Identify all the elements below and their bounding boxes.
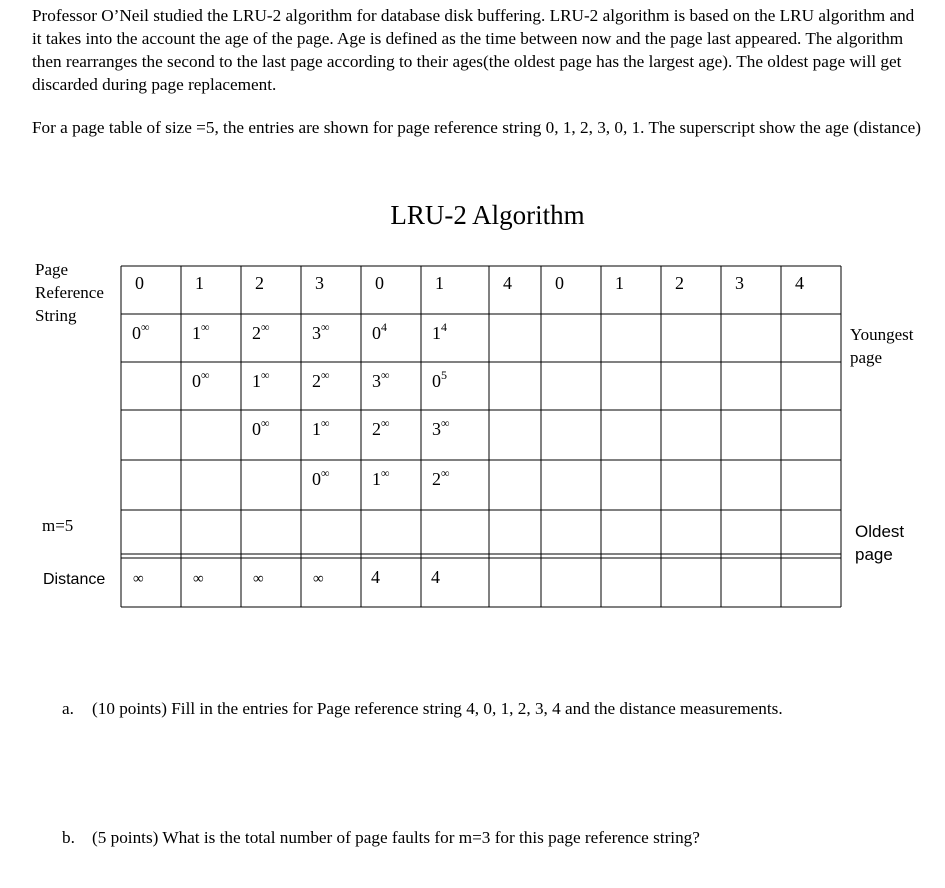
frame-page: 0 (372, 323, 381, 343)
frame-age: ∞ (321, 368, 330, 382)
frame-page: 2 (372, 419, 381, 439)
intro-paragraph: Professor O’Neil studied the LRU-2 algorithm for database disk buffering. LRU-2 algorithm is based on the LRU algorithm and it takes into the account the age of the page. Age is defined as the time between now and the page last appeared. The algorithm then rearranges the second to the last page according to their ages(the oldest page has the largest age). The oldest page will get discarded during page replacement. (32, 6, 915, 94)
frame-age: ∞ (141, 320, 150, 334)
frame-age: ∞ (441, 466, 450, 480)
question-b (62, 826, 932, 849)
frame-size-label: m=5 (42, 516, 74, 535)
frame-cell (132, 320, 150, 343)
reference-cell: 1 (195, 273, 204, 293)
frame-age: ∞ (201, 368, 210, 382)
distance-cell: ∞ (313, 571, 324, 587)
distance-cell: ∞ (193, 571, 204, 587)
reference-cell: 2 (255, 273, 264, 293)
frame-age: ∞ (381, 416, 390, 430)
frame-cell (252, 416, 270, 439)
frame-cell (312, 466, 330, 489)
page-reference-label: Page Reference String (35, 260, 104, 325)
frame-page: 0 (132, 323, 141, 343)
setup-paragraph: For a page table of size =5, the entries are shown for page reference string 0, 1, 2, 3, 0, 1. The superscript show the age (distance) (32, 118, 921, 137)
frame-age: ∞ (261, 416, 270, 430)
reference-cell: 0 (555, 273, 564, 293)
reference-cell: 4 (503, 273, 512, 293)
distance-label: Distance (43, 571, 106, 588)
question-a-number: a. (62, 699, 74, 718)
frame-page: 0 (432, 371, 441, 391)
frame-age: ∞ (321, 416, 330, 430)
frame-cell (252, 368, 270, 391)
frame-cell (432, 466, 450, 489)
frame-page: 3 (312, 323, 321, 343)
frame-cell (372, 320, 387, 343)
reference-cell: 2 (675, 273, 684, 293)
frame-cell (372, 368, 390, 391)
frame-age: 5 (441, 368, 447, 382)
frame-cell (432, 416, 450, 439)
frame-cell (252, 320, 270, 343)
frame-age: ∞ (441, 416, 450, 430)
frame-page: 2 (432, 469, 441, 489)
frame-cell (372, 416, 390, 439)
frame-cell (312, 416, 330, 439)
reference-cell: 3 (315, 273, 324, 293)
question-a (62, 697, 932, 720)
youngest-page-label: Youngest page (850, 325, 914, 367)
reference-cell: 0 (375, 273, 384, 293)
frame-page: 1 (432, 323, 441, 343)
question-b-number: b. (62, 828, 75, 847)
frame-page: 3 (432, 419, 441, 439)
frame-cell (432, 320, 447, 343)
table-title: LRU-2 Algorithm (390, 200, 585, 230)
distance-cell: 4 (431, 567, 440, 587)
frame-cell (432, 368, 447, 391)
frame-cell (312, 368, 330, 391)
frame-age: ∞ (381, 368, 390, 382)
distance-cell: ∞ (253, 571, 264, 587)
reference-cell: 1 (615, 273, 624, 293)
frame-age: ∞ (261, 368, 270, 382)
oldest-page-label: Oldest page (855, 522, 905, 564)
frame-page: 1 (192, 323, 201, 343)
frame-page: 1 (252, 371, 261, 391)
frame-page: 1 (372, 469, 381, 489)
frame-cell (192, 368, 210, 391)
frame-page: 2 (312, 371, 321, 391)
frame-age: ∞ (201, 320, 210, 334)
frame-page: 1 (312, 419, 321, 439)
reference-cell: 4 (795, 273, 804, 293)
frame-page: 2 (252, 323, 261, 343)
frame-age: ∞ (321, 320, 330, 334)
reference-cell: 1 (435, 273, 444, 293)
reference-cell: 3 (735, 273, 744, 293)
frame-page: 0 (312, 469, 321, 489)
frame-age: ∞ (381, 466, 390, 480)
question-a-text: (10 points) Fill in the entries for Page reference string 4, 0, 1, 2, 3, 4 and the distance measurements. (92, 699, 783, 718)
distance-cell: 4 (371, 567, 380, 587)
frame-page: 0 (192, 371, 201, 391)
question-b-text: (5 points) What is the total number of page faults for m=3 for this page reference string? (92, 828, 700, 847)
reference-cell: 0 (135, 273, 144, 293)
frame-age: 4 (381, 320, 387, 334)
frame-age: 4 (441, 320, 447, 334)
frame-cell (192, 320, 210, 343)
distance-cell: ∞ (133, 571, 144, 587)
frame-cell (372, 466, 390, 489)
frame-page: 3 (372, 371, 381, 391)
frame-page: 0 (252, 419, 261, 439)
frame-cell (312, 320, 330, 343)
frame-age: ∞ (321, 466, 330, 480)
frame-age: ∞ (261, 320, 270, 334)
